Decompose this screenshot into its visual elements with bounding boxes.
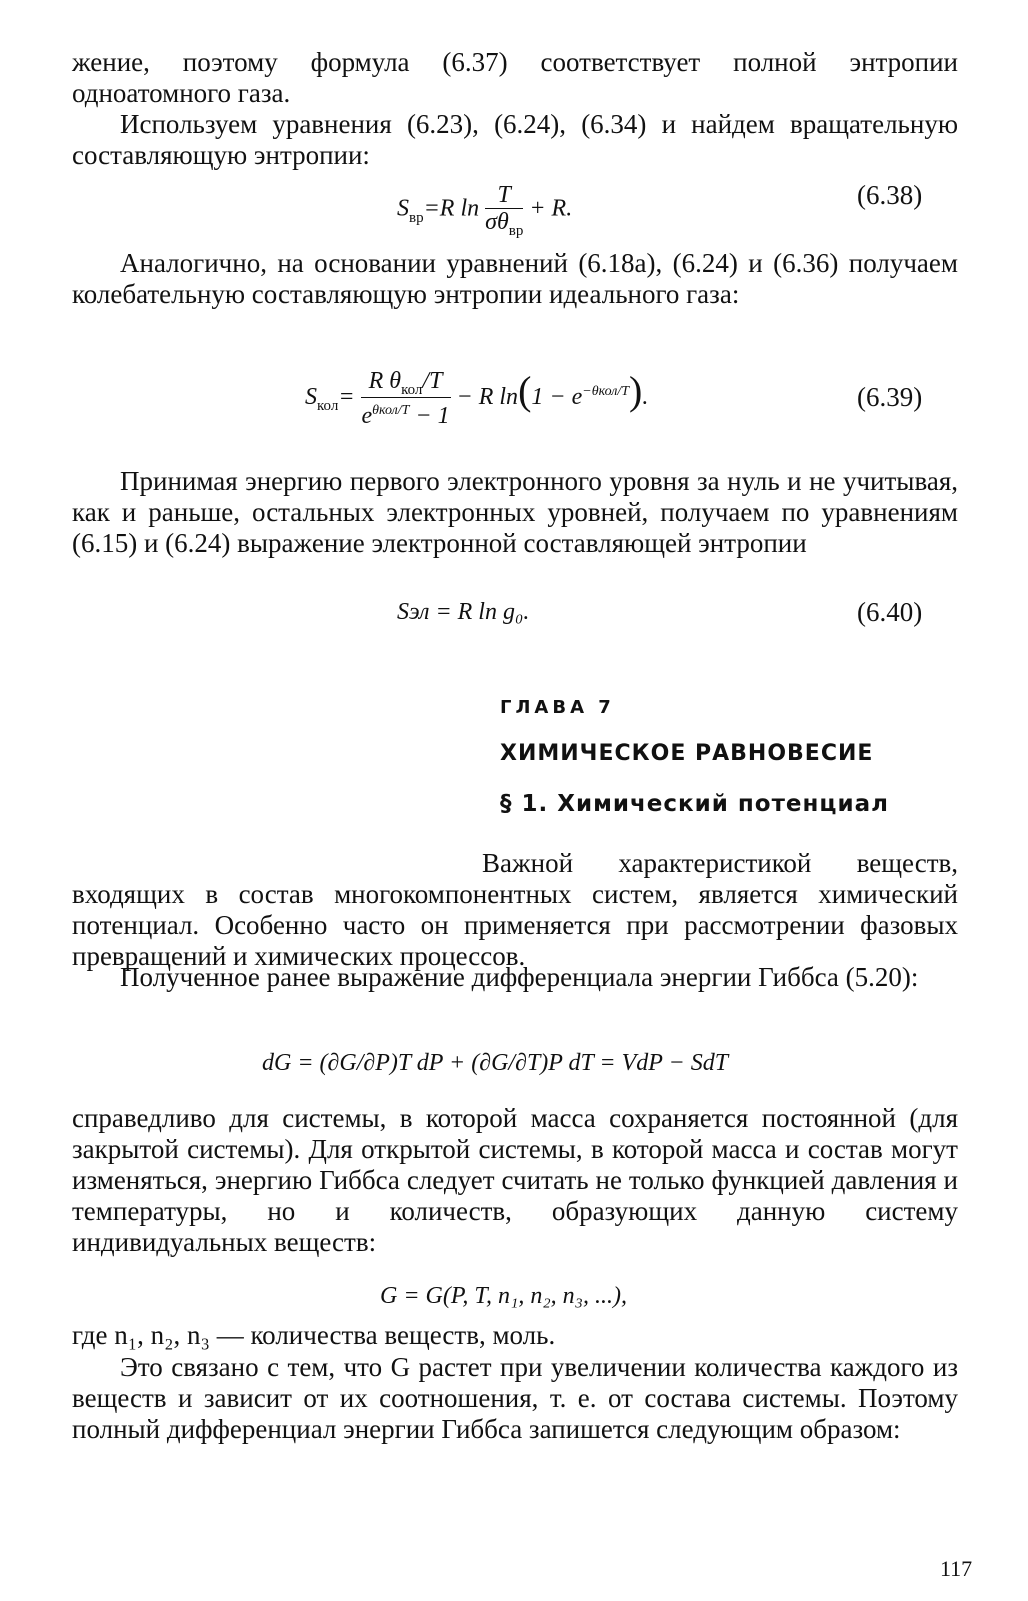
chapter-title: ХИМИЧЕСКОЕ РАВНОВЕСИЕ [500, 741, 874, 766]
equation-6-39 [0, 338, 1028, 448]
equation-6-38-body: $S_{вр}=R$ ln $\frac{T}{\sigma\theta_{вр}}$ + R. [397, 182, 573, 239]
paragraph-5: Важной характеристикой веществ, входящих в состав многокомпонентных систем, является химический потенциал. Особенно часто он применяется при рассмотрении фазовых превращений и химических процессов. [72, 848, 958, 971]
section-title: § 1. Химический потенциал [500, 791, 889, 817]
equation-gibbs-open [0, 1279, 1028, 1319]
paragraph-1: жение, поэтому формула (6.37) соответствует полной энтропии одноатомного газа. [72, 47, 958, 108]
paragraph-3: Аналогично, на основании уравнений (6.18а), (6.24) и (6.36) получаем колебательную составляющую энтропии идеального газа: [72, 248, 958, 309]
chapter-label: ГЛАВА 7 [500, 697, 615, 718]
paragraph-2: Используем уравнения (6.23), (6.24), (6.34) и найдем вращательную составляющую энтропии: [72, 109, 958, 170]
page-number: 117 [940, 1556, 973, 1581]
equation-gibbs-open-body: G = G(P, T, n₁, n₂, n₃, ...), [380, 1283, 628, 1309]
equation-6-38 [0, 178, 1028, 239]
equation-6-40-body: Sэл = R ln g₀. [397, 599, 530, 625]
equation-6-40 [0, 593, 1028, 633]
paragraph-6: Полученное ранее выражение дифференциала энергии Гиббса (5.20): [120, 962, 919, 992]
paragraph-7: справедливо для системы, в которой масса сохраняется постоянной (для закрытой системы). Для открытой системы, в которой масса и состав могут изменяться, энергию Гиббса следует считать не только функцией давления и температуры, но и количеств, образующих данную систему индивидуальных веществ: [72, 1103, 958, 1257]
equation-gibbs-closed-body: dG = (∂G/∂P)T dP + (∂G/∂T)P dT = VdP − SdT [262, 1050, 729, 1076]
paragraph-4: Принимая энергию первого электронного уровня за нуль и не учитывая, как и раньше, остальных электронных уровней, получаем по уравнениям (6.15) и (6.24) выражение электронной составляющей энтропии [72, 466, 958, 558]
equation-number: (6.38) [857, 180, 923, 210]
paragraph-8: где n₁, n₂, n₃ — количества веществ, моль. [72, 1320, 556, 1350]
paragraph-9: Это связано с тем, что G растет при увеличении количества каждого из веществ и зависит от их соотношения, т. е. от состава системы. Поэтому полный дифференциал энергии Гиббса запишется следующим образом: [72, 1352, 958, 1444]
equation-gibbs-closed [0, 1040, 1028, 1090]
equation-6-39-body: $S_{кол}=$ $\frac{R \theta_{кол}/T}{e^{\theta кол/T} - 1}$ − R $\ln(1 - e^{-\theta кол/T})$. [305, 368, 649, 429]
equation-number: (6.40) [857, 597, 923, 627]
equation-number: (6.39) [857, 382, 923, 412]
